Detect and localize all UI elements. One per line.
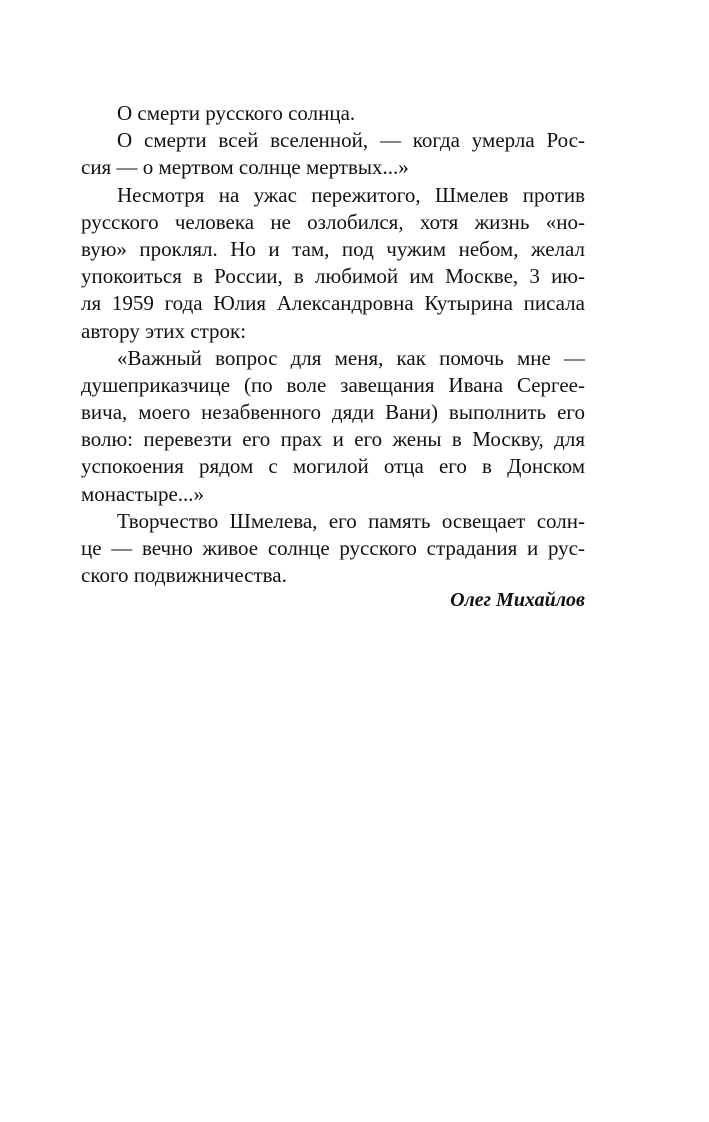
- text-line: «Важный вопрос для меня, как помочь мне —: [117, 345, 585, 370]
- text-line: русского человека не озлобился, хотя жизнь «но-: [81, 209, 585, 234]
- text-line: автору этих строк:: [81, 318, 247, 343]
- text-line: волю: перевезти его прах и его жены в Москву, для: [81, 427, 585, 452]
- text-line: душеприказчице (по воле завещания Ивана Сергее-: [81, 372, 585, 397]
- text-line: це — вечно живое солнце русского страдания и рус-: [81, 536, 585, 560]
- text-line: О смерти всей вселенной, — когда умерла Рос-: [117, 128, 585, 153]
- text-line: ля 1959 года Юлия Александровна Кутырина писала: [81, 291, 585, 316]
- text-line: вую» проклял. Но и там, под чужим небом, желал: [81, 236, 585, 261]
- text-line: Несмотря на ужас пережитого, Шмелев против: [117, 182, 585, 207]
- text-line: успокоения рядом с могилой отца его в Донском: [81, 454, 585, 479]
- text-line: ского подвижничества.: [81, 563, 287, 588]
- text-line: монастыре...»: [81, 481, 205, 506]
- body-text: [81, 100, 585, 589]
- text-line: О смерти русского солнца.: [117, 101, 356, 125]
- text-line: упокоиться в России, в любимой им Москве, 3 ию-: [81, 264, 585, 289]
- text-line: сия — о мертвом солнце мертвых...»: [81, 155, 409, 180]
- text-line: вича, моего незабвенного дяди Вани) выполнить его: [81, 400, 585, 425]
- author-signature: Олег Михайлов: [450, 589, 585, 611]
- text-line: Творчество Шмелева, его память освещает солн-: [117, 508, 585, 533]
